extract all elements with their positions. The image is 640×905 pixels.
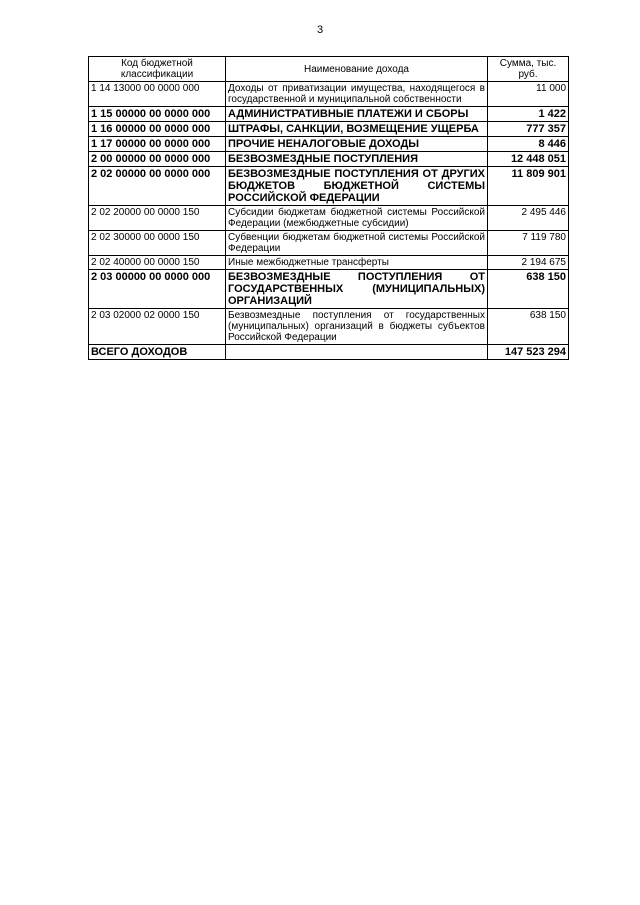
total-label: ВСЕГО ДОХОДОВ	[89, 345, 226, 360]
row-name: Доходы от приватизации имущества, находящегося в государственной и муниципальной собственности	[226, 82, 488, 107]
row-code: 2 00 00000 00 0000 000	[89, 152, 226, 167]
total-name-empty	[226, 345, 488, 360]
row-name: БЕЗВОЗМЕЗДНЫЕ ПОСТУПЛЕНИЯ ОТ ДРУГИХ БЮДЖЕТОВ БЮДЖЕТНОЙ СИСТЕМЫ РОССИЙСКОЙ ФЕДЕРАЦИИ	[226, 167, 488, 206]
page-number: 3	[316, 24, 324, 36]
row-code: 2 02 20000 00 0000 150	[89, 206, 226, 231]
row-sum: 638 150	[488, 270, 569, 309]
header-code: Код бюджетной классификации	[89, 57, 226, 82]
row-code: 1 16 00000 00 0000 000	[89, 122, 226, 137]
row-code: 1 17 00000 00 0000 000	[89, 137, 226, 152]
revenue-table	[88, 56, 569, 360]
row-name: Субсидии бюджетам бюджетной системы Российской Федерации (межбюджетные субсидии)	[226, 206, 488, 231]
table-row	[89, 122, 569, 137]
row-sum: 2 495 446	[488, 206, 569, 231]
row-code: 2 02 30000 00 0000 150	[89, 231, 226, 256]
row-sum: 11 809 901	[488, 167, 569, 206]
table-row	[89, 206, 569, 231]
row-code: 1 15 00000 00 0000 000	[89, 107, 226, 122]
row-name: Безвозмездные поступления от государственных (муниципальных) организаций в бюджеты субъектов Российской Федерации	[226, 309, 488, 345]
row-name: Субвенции бюджетам бюджетной системы Российской Федерации	[226, 231, 488, 256]
row-sum: 7 119 780	[488, 231, 569, 256]
row-name: Иные межбюджетные трансферты	[226, 256, 488, 270]
table-row	[89, 82, 569, 107]
total-sum: 147 523 294	[488, 345, 569, 360]
row-name: БЕЗВОЗМЕЗДНЫЕ ПОСТУПЛЕНИЯ ОТ ГОСУДАРСТВЕННЫХ (МУНИЦИПАЛЬНЫХ) ОРГАНИЗАЦИЙ	[226, 270, 488, 309]
row-code: 2 02 00000 00 0000 000	[89, 167, 226, 206]
row-sum: 11 000	[488, 82, 569, 107]
row-code: 1 14 13000 00 0000 000	[89, 82, 226, 107]
row-name: АДМИНИСТРАТИВНЫЕ ПЛАТЕЖИ И СБОРЫ	[226, 107, 488, 122]
row-sum: 777 357	[488, 122, 569, 137]
row-code: 2 02 40000 00 0000 150	[89, 256, 226, 270]
table-row	[89, 107, 569, 122]
header-sum: Сумма, тыс. руб.	[488, 57, 569, 82]
table-row	[89, 231, 569, 256]
header-name: Наименование дохода	[226, 57, 488, 82]
row-sum: 12 448 051	[488, 152, 569, 167]
total-row	[89, 345, 569, 360]
table-row	[89, 152, 569, 167]
row-sum: 1 422	[488, 107, 569, 122]
table-header-row	[89, 57, 569, 82]
table-row	[89, 270, 569, 309]
row-sum: 638 150	[488, 309, 569, 345]
row-code: 2 03 00000 00 0000 000	[89, 270, 226, 309]
table-row	[89, 137, 569, 152]
row-sum: 2 194 675	[488, 256, 569, 270]
row-sum: 8 446	[488, 137, 569, 152]
table-row	[89, 256, 569, 270]
row-code: 2 03 02000 02 0000 150	[89, 309, 226, 345]
table-row	[89, 167, 569, 206]
row-name: ПРОЧИЕ НЕНАЛОГОВЫЕ ДОХОДЫ	[226, 137, 488, 152]
table-row	[89, 309, 569, 345]
row-name: БЕЗВОЗМЕЗДНЫЕ ПОСТУПЛЕНИЯ	[226, 152, 488, 167]
row-name: ШТРАФЫ, САНКЦИИ, ВОЗМЕЩЕНИЕ УЩЕРБА	[226, 122, 488, 137]
